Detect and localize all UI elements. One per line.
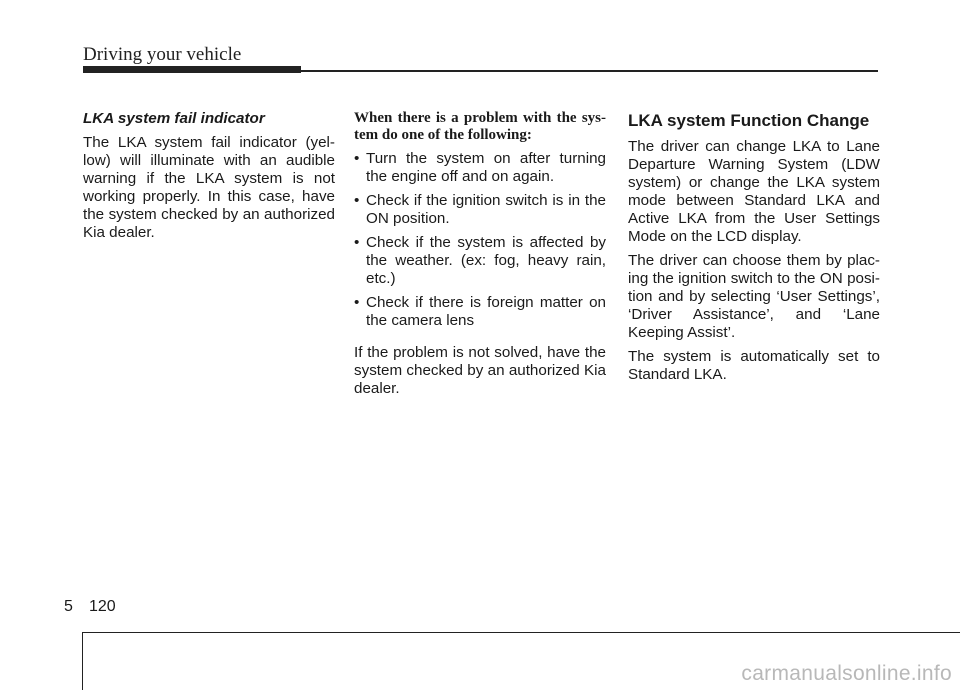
column-right	[628, 110, 880, 390]
header-rule-thin	[301, 70, 878, 72]
footer-tick	[82, 632, 83, 690]
column-left	[83, 110, 335, 248]
page-number: 120	[89, 598, 116, 615]
function-change-paragraph-3: The system is automatically set to Standard LKA.	[628, 348, 880, 383]
lka-fail-indicator-paragraph: The LKA system fail indicator (yel-low) will illuminate with an audible warning if the LKA system is not working properly. In this case, have the system checked by an authorized Kia dealer.	[83, 134, 335, 241]
list-item: • Check if the ignition switch is in the ON position.	[354, 192, 606, 228]
site-watermark: carmanualsonline.info	[741, 662, 952, 685]
list-item: • Check if the system is affected by the weather. (ex: fog, heavy rain, etc.)	[354, 234, 606, 288]
function-change-heading: LKA system Function Change	[628, 111, 870, 130]
header-rule-thick	[83, 66, 301, 73]
lka-fail-indicator-heading: LKA system fail indicator	[83, 110, 265, 127]
problem-closing-paragraph: If the problem is not solved, have the system checked by an authorized Kia dealer.	[354, 344, 606, 397]
problem-lead-text: When there is a problem with the sys-tem do one of the following:	[354, 110, 606, 143]
function-change-paragraph-1: The driver can change LKA to Lane Departure Warning System (LDW system) or change the LKA system mode between Standard LKA and Active LKA from the User Settings Mode on the LCD display.	[628, 138, 880, 245]
column-middle	[354, 110, 606, 404]
list-item: • Check if there is foreign matter on the camera lens	[354, 294, 606, 330]
page-header-title: Driving your vehicle	[83, 44, 242, 65]
footer-rule	[83, 632, 960, 633]
list-item: • Turn the system on after turning the engine off and on again.	[354, 150, 606, 186]
function-change-paragraph-2: The driver can choose them by plac-ing the ignition switch to the ON posi-tion and by selecting ‘User Settings’, ‘Driver Assistance’, and ‘Lane Keeping Assist’.	[628, 252, 880, 341]
troubleshooting-list	[354, 150, 606, 330]
chapter-number: 5	[64, 598, 73, 615]
